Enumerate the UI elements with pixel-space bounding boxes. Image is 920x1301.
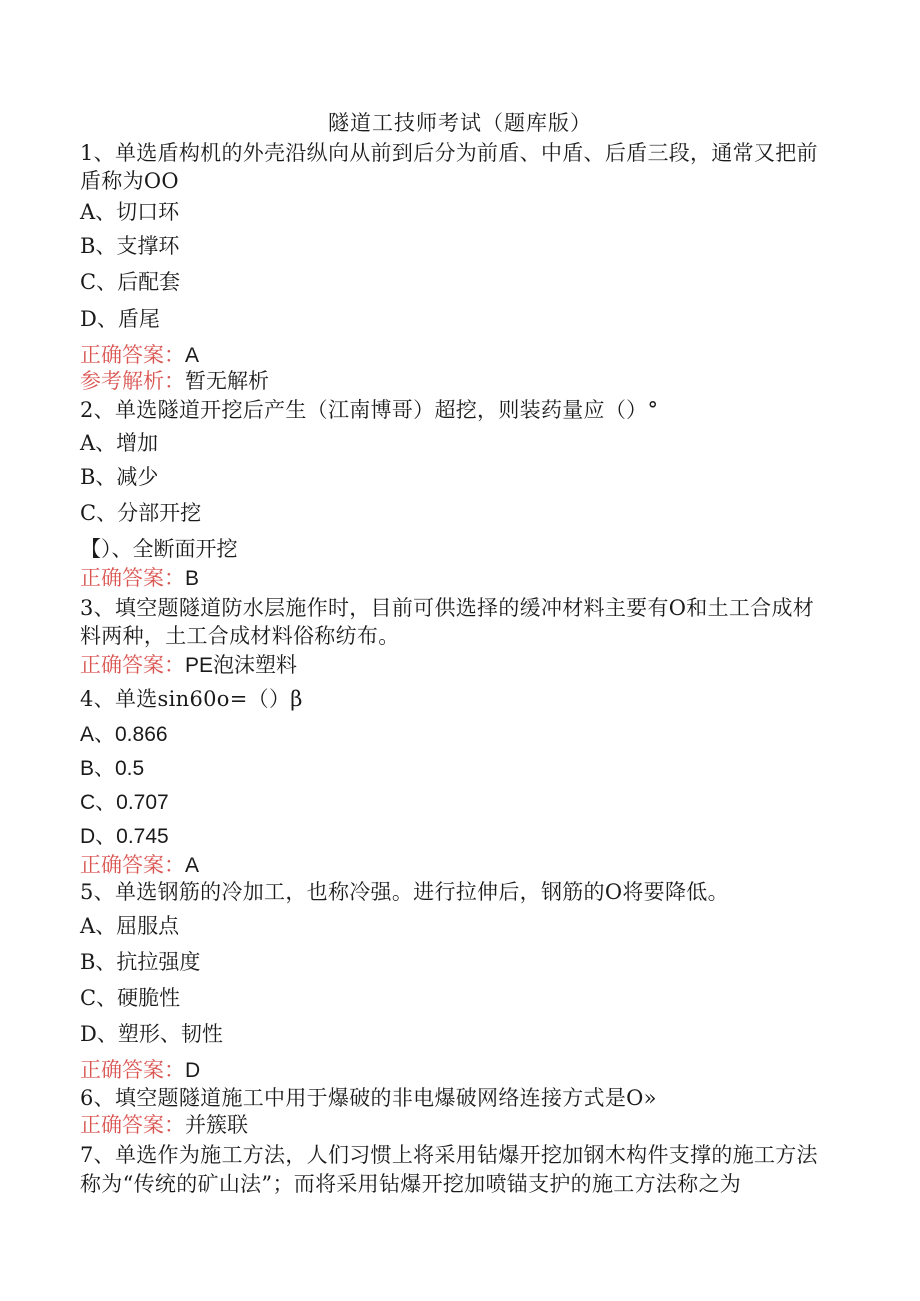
question-4-option-d: D、0.745 <box>80 825 169 848</box>
question-1-option-c: C、后配套 <box>80 270 181 294</box>
question-4-option-c: C、0.707 <box>80 791 169 814</box>
answer-value: D <box>185 1059 201 1082</box>
question-3-stem-line-2: 料两种，土工合成材料俗称纺布。 <box>80 624 400 648</box>
answer-label: 正确答案： <box>80 566 185 590</box>
question-2-answer <box>80 563 840 594</box>
question-5-option-d: D、塑形、韧性 <box>80 1022 223 1046</box>
question-1-option-b: B、支撑环 <box>80 234 180 258</box>
question-2-option-d: 【）、全断面开挖 <box>80 537 238 561</box>
answer-label: 正确答案： <box>80 653 185 677</box>
question-5-option-a: A、屈服点 <box>80 914 180 938</box>
question-3-answer <box>80 650 840 681</box>
question-1-option-d: D、盾尾 <box>80 307 160 331</box>
answer-value: B <box>185 567 200 590</box>
question-5-stem: 5、单选钢筋的冷加工，也称冷强。进行拉伸后，钢筋的O将要降低。 <box>80 880 729 904</box>
answer-label: 正确答案： <box>80 1058 185 1082</box>
question-5-answer <box>80 1055 840 1086</box>
answer-value: PE泡沫塑料 <box>185 654 298 677</box>
question-7-stem-line-2: 称为“传统的矿山法”；而将采用钻爆开挖加喷锚支护的施工方法称之为 <box>80 1172 742 1196</box>
question-4-option-b: B、0.5 <box>80 757 145 780</box>
question-1-stem-line-1: 1、单选盾构机的外壳沿纵向从前到后分为前盾、中盾、后盾三段，通常又把前 <box>80 141 818 165</box>
answer-label: 正确答案： <box>80 343 185 367</box>
question-2-stem: 2、单选隧道开挖后产生（江南博哥）超挖，则装药量应（）° <box>80 398 659 422</box>
question-2-option-b: B、减少 <box>80 465 159 489</box>
question-2-option-a: A、增加 <box>80 431 159 455</box>
question-4-option-a: A、0.866 <box>80 723 168 746</box>
question-2-option-c: C、分部开挖 <box>80 501 202 525</box>
question-6-stem: 6、填空题隧道施工中用于爆破的非电爆破网络连接方式是O» <box>80 1086 657 1110</box>
question-1-stem-line-2: 盾称为OO <box>80 169 179 193</box>
answer-label: 正确答案： <box>80 853 185 877</box>
answer-value: A <box>185 344 200 367</box>
analysis-value: 暂无解析 <box>185 369 269 393</box>
question-1-analysis <box>80 366 840 396</box>
question-6-answer <box>80 1110 840 1140</box>
analysis-label: 参考解析： <box>80 369 185 393</box>
question-5-option-b: B、抗拉强度 <box>80 950 201 974</box>
answer-value: A <box>185 854 200 877</box>
page-title: 隧道工技师考试（题库版） <box>328 111 592 135</box>
answer-label: 正确答案： <box>80 1113 185 1137</box>
question-3-stem-line-1: 3、填空题隧道防水层施作时，目前可供选择的缓冲材料主要有O和土工合成材 <box>80 596 815 620</box>
answer-value: 并簇联 <box>185 1113 248 1137</box>
question-5-option-c: C、硬脆性 <box>80 986 181 1010</box>
question-7-stem-line-1: 7、单选作为施工方法，人们习惯上将采用钻爆开挖加钢木构件支撑的施工方法 <box>80 1143 818 1167</box>
question-4-stem: 4、单选sin60o=（）β <box>80 687 303 711</box>
question-1-option-a: A、切口环 <box>80 200 180 224</box>
